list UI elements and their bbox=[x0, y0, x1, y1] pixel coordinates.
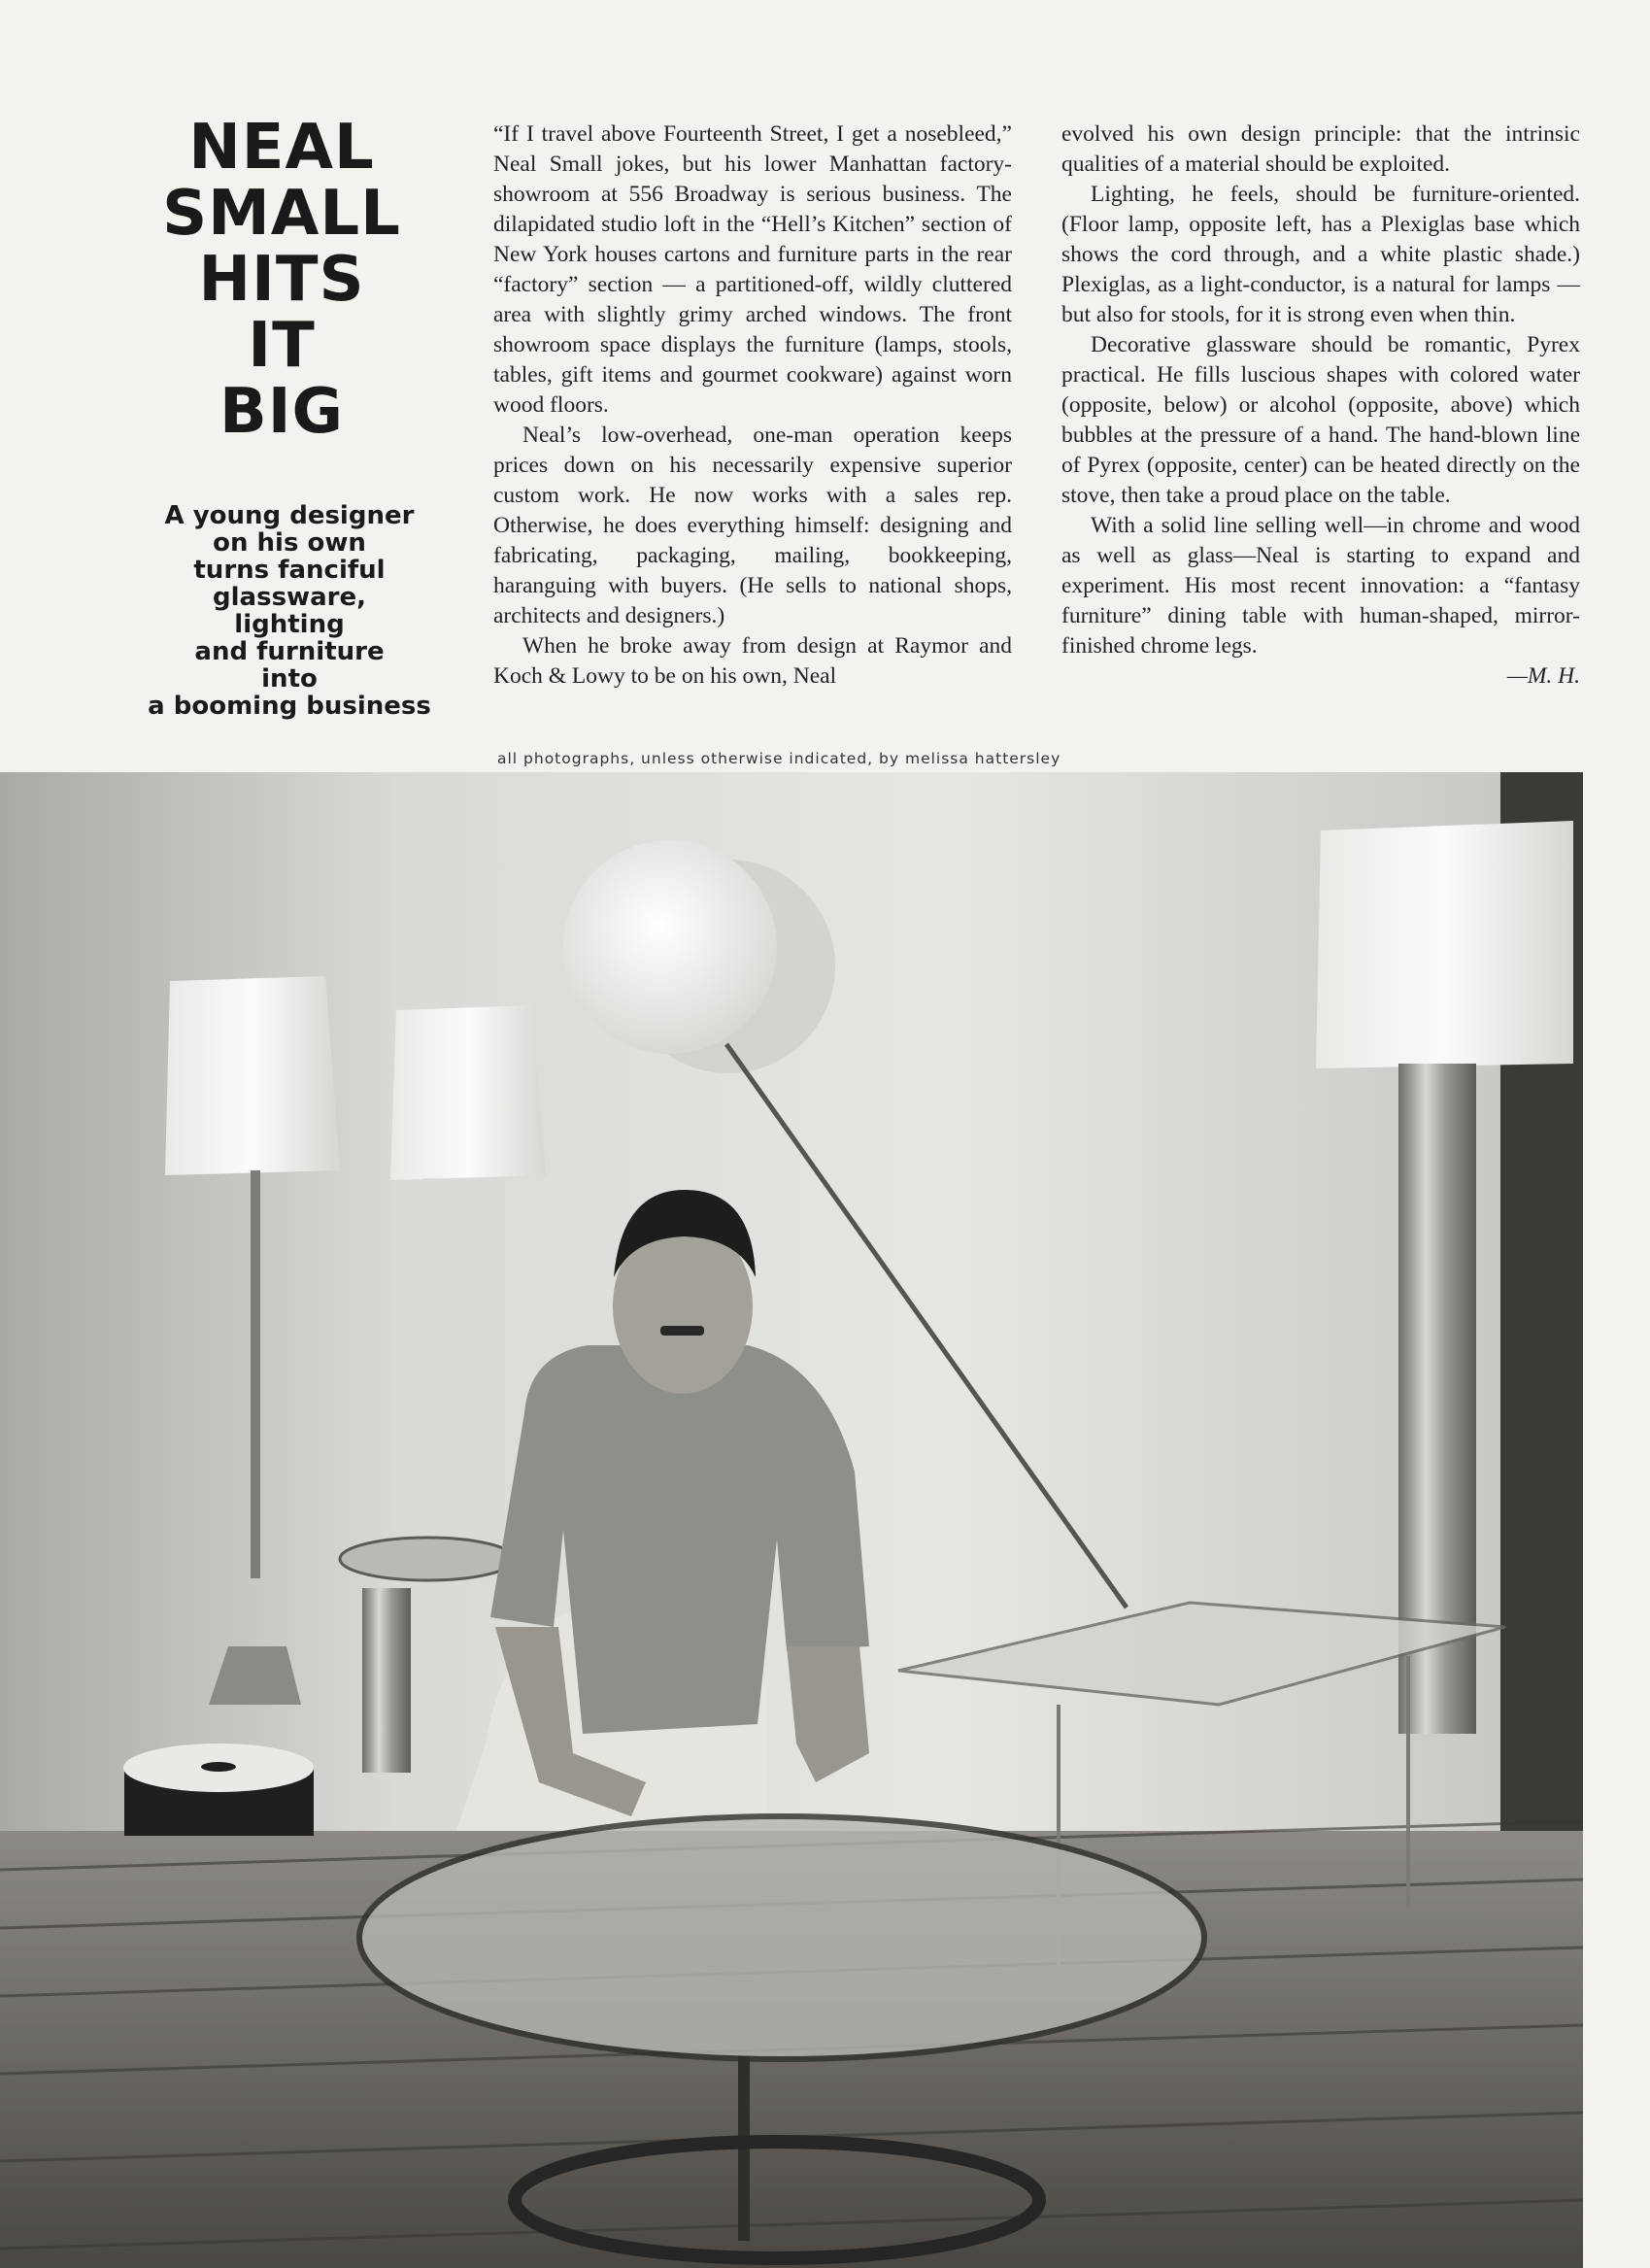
deck-line: a booming business bbox=[148, 692, 431, 721]
headline-line: NEAL bbox=[188, 112, 375, 184]
deck-line: turns fanciful bbox=[193, 556, 386, 585]
deck-line: on his own bbox=[213, 528, 366, 558]
headline bbox=[146, 112, 418, 448]
headline-line: SMALL bbox=[162, 178, 401, 250]
deck-line: lighting bbox=[234, 610, 345, 639]
deck-line: glassware, bbox=[213, 583, 366, 612]
article-paragraph: When he broke away from design at Raymor and Koch & Lowy to be on his own, Neal bbox=[493, 633, 1012, 689]
headline-line: HITS bbox=[198, 244, 365, 316]
article-paragraph: “If I travel above Fourteenth Street, I get a nosebleed,” Neal Small jokes, but his lower Manhattan factory-showroom at 556 Broadway is serious business. The dilapidated studio loft in the “Hell’s Kitchen” section of New York houses cartons and furniture parts in the rear “factory” section — a partitioned-off, wildly cluttered area with slightly grimy arched windows. The front showroom space displays the furniture (lamps, stools, tables, gift items and gourmet cookware) against worn wood floors. bbox=[493, 121, 1012, 418]
headline-line: BIG bbox=[219, 376, 345, 448]
deck-subheading bbox=[124, 502, 455, 720]
article-paragraph: With a solid line selling well—in chrome and wood as well as glass—Neal is starting to expand and experiment. His most recent innovation: a “fantasy furniture” dining table with human-shaped, mirror-finished chrome legs. bbox=[1061, 513, 1580, 659]
photo-credit: all photographs, unless otherwise indicated, by melissa hattersley bbox=[497, 750, 1061, 767]
deck-line: A young designer bbox=[164, 501, 415, 530]
deck-line: and furniture bbox=[194, 637, 385, 666]
deck-line: into bbox=[261, 664, 318, 694]
showroom-photograph bbox=[0, 772, 1583, 2268]
headline-line: IT bbox=[248, 310, 316, 382]
article-column-2 bbox=[1061, 119, 1580, 692]
article-paragraph: Decorative glassware should be romantic, Pyrex practical. He fills luscious shapes with colored water (opposite, below) or alcohol (opposite, above) which bubbles at the pressure of a hand. The hand-blown line of Pyrex (opposite, center) can be heated directly on the stove, then take a proud place on the table. bbox=[1061, 332, 1580, 508]
author-signoff: —M. H. bbox=[1506, 663, 1580, 689]
article-paragraph: Neal’s low-overhead, one-man operation keeps prices down on his necessarily expensive superior custom work. He now works with a sales rep. Otherwise, he does everything himself: designing and fabricating, packaging, mailing, bookkeeping, haranguing with buyers. (He sells to national shops, architects and designers.) bbox=[493, 423, 1012, 628]
article-column-1 bbox=[493, 119, 1012, 692]
article-paragraph: Lighting, he feels, should be furniture-oriented. (Floor lamp, opposite left, has a Plexiglas base which shows the cord through, and a white plastic shade.) Plexiglas, as a light-conductor, is a natural for lamps — but also for stools, for it is strong even when thin. bbox=[1061, 182, 1580, 327]
article-paragraph: evolved his own design principle: that the intrinsic qualities of a material should be exploited. bbox=[1061, 121, 1580, 177]
drum-stool bbox=[123, 1743, 314, 1836]
